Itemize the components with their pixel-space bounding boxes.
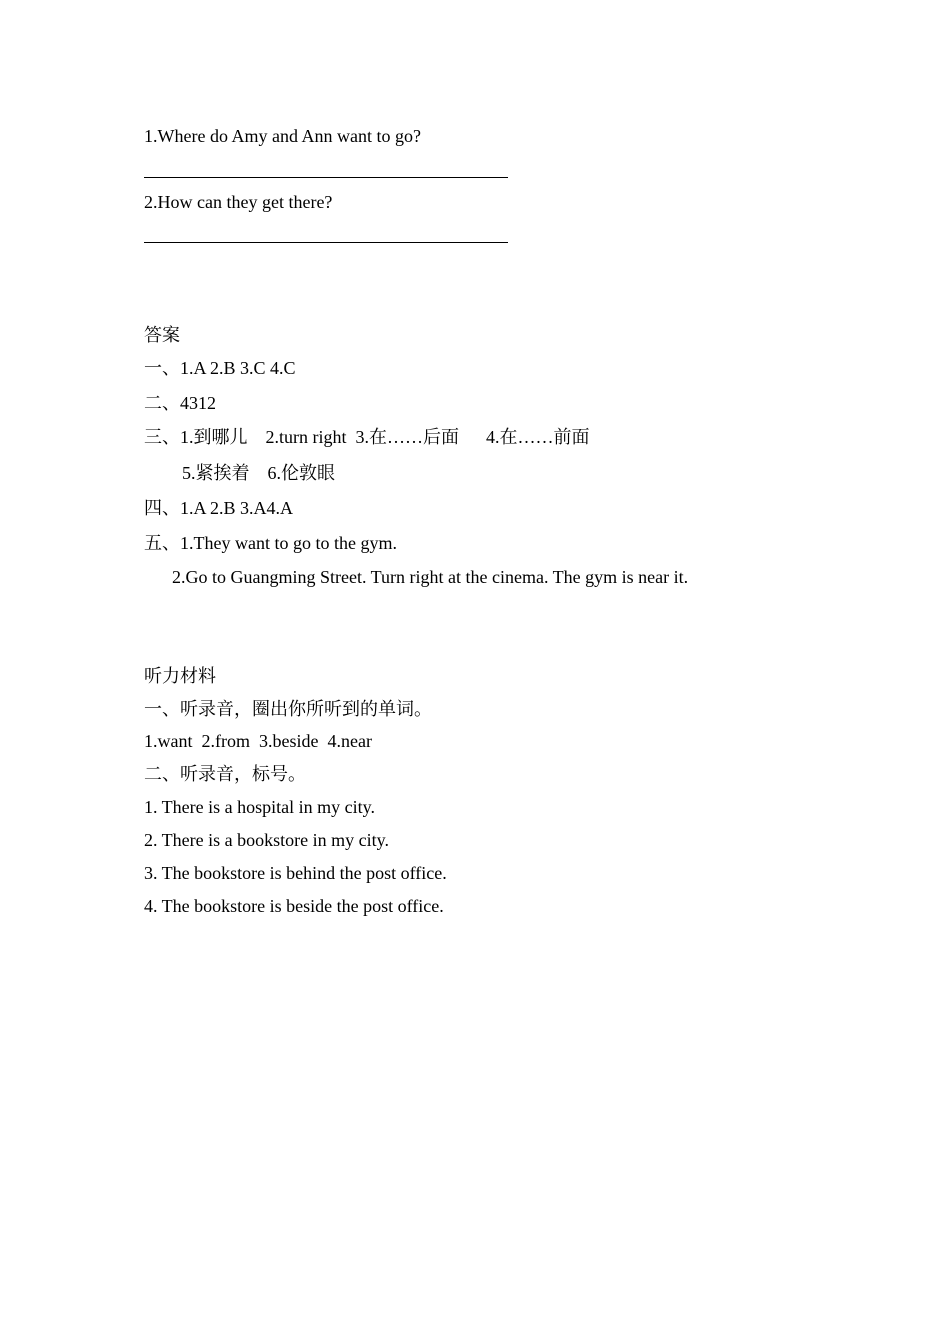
answers-section-2: 二、4312 (144, 393, 216, 413)
listening-part-2-title: 二、听录音，标号。 (144, 764, 306, 784)
answers-section-1: 一、1.A 2.B 3.C 4.C (144, 358, 296, 378)
answers-section-3-line-2: 5.紧挨着 6.伦敦眼 (182, 463, 335, 483)
listening-item: 2. There is a bookstore in my city. (144, 830, 389, 850)
listening-item: 3. The bookstore is behind the post office. (144, 863, 447, 883)
answer-blank-2 (144, 242, 508, 243)
answers-section-5-line-1: 五、1.They want to go to the gym. (144, 533, 397, 553)
answers-heading: 答案 (144, 325, 180, 345)
listening-heading: 听力材料 (144, 666, 216, 686)
answers-section-3-line-1: 三、1.到哪儿 2.turn right 3.在……后面 4.在……前面 (144, 427, 590, 447)
answers-section-4: 四、1.A 2.B 3.A4.A (144, 498, 294, 518)
question-2: 2.How can they get there? (144, 192, 333, 212)
question-1: 1.Where do Amy and Ann want to go? (144, 126, 421, 146)
answer-blank-1 (144, 177, 508, 178)
listening-part-1-words: 1.want 2.from 3.beside 4.near (144, 731, 372, 751)
listening-part-1-title: 一、听录音，圈出你所听到的单词。 (144, 699, 432, 719)
listening-item: 4. The bookstore is beside the post office. (144, 896, 444, 916)
answers-section-5-line-2: 2.Go to Guangming Street. Turn right at the cinema. The gym is near it. (172, 567, 689, 587)
listening-item: 1. There is a hospital in my city. (144, 797, 375, 817)
